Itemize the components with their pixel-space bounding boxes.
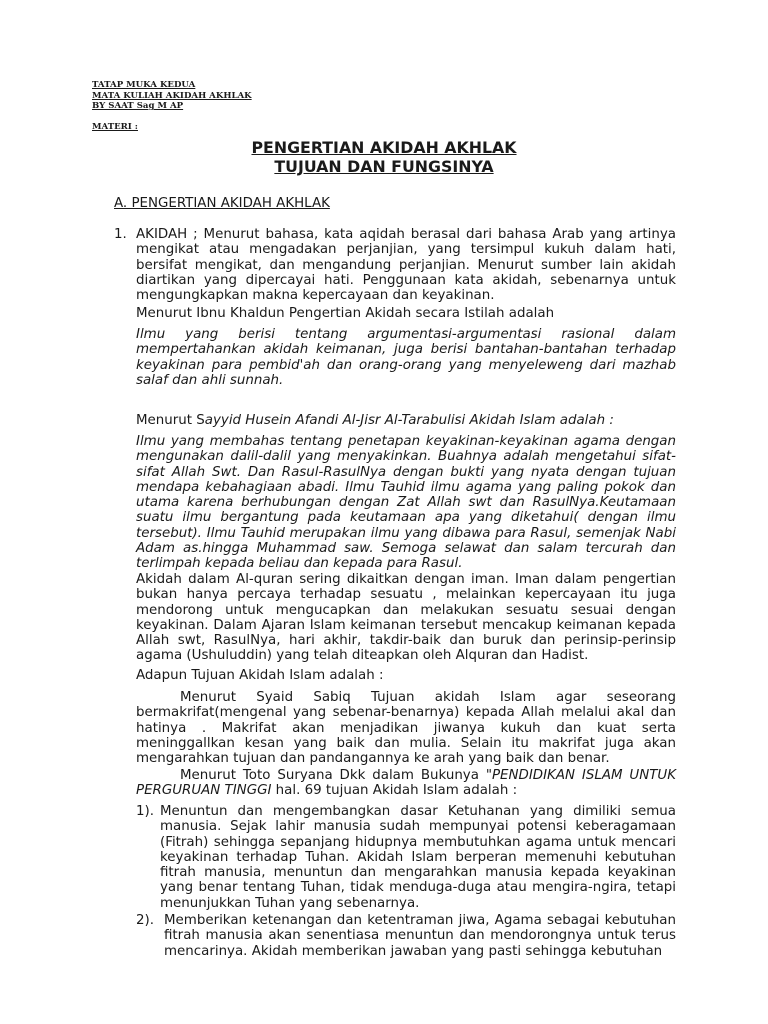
materi-label: MATERI : — [92, 122, 138, 132]
toto-before: Menurut Toto Suryana Dkk dalam Bukunya — [180, 768, 486, 783]
item-1-number: 1. — [114, 227, 127, 242]
khaldun-quote: Ilmu yang berisi tentang argumentasi-argumentasi rasional dalam mempertahankan akidah keimanan, juga berisi bantahan-bantahan terhadap keyakinan para pembid'ah dan orang-orang yang menyeleweng dari mazhab salaf dan ahli sunnah. — [136, 327, 676, 388]
item-1-paragraph: AKIDAH ; Menurut bahasa, kata aqidah berasal dari bahasa Arab yang artinya mengikat atau mengadakan perjanjian, yang tersimpul kukuh dalam hati, bersifat mengikat, dan mengandung perjanjian. Menurut sumber lain akidah diartikan yang dipercayai hati. Penggunaan kata akidah, sebenarnya untuk mengungkapkan makna kepercayaan dan keyakinan. — [136, 227, 676, 304]
section-heading-a: A. PENGERTIAN AKIDAH AKHLAK — [114, 196, 330, 211]
title-line-1: PENGERTIAN AKIDAH AKHLAK — [251, 138, 517, 157]
page-title — [0, 138, 768, 176]
sabiq-paragraph: Menurut Syaid Sabiq Tujuan akidah Islam agar seseorang bermakrifat(mengenal yang sebenar-benarnya) kepada Allah melalui akal dan hatinya . Makrifat akan menjadikan jiwanya kukuh dan kuat serta meninggallkan kesan yang baik dan mulia. Selain itu makrifat juga akan mengarahkan tujuan dan pandangannya ke arah yang baik dan benar. — [136, 690, 676, 767]
header-block — [92, 80, 252, 112]
iman-paragraph: Akidah dalam Al-quran sering dikaitkan dengan iman. Iman dalam pengertian bukan hanya percaya terhadap sesuatu , melainkan kepercayaan itu juga mendorong untuk mengucapkan dan melakukan sesuatu sesuai dengan keyakinan. Dalam Ajaran Islam keimanan tersebut mencakup keimanan kepada Allah swt, RasulNya, hari akhir, takdir-baik dan buruk dan perinsip-perinsip agama (Ushuluddin) yang telah diteapkan oleh Alquran dan Hadist. — [136, 572, 676, 664]
point-1-text: Menuntun dan mengembangkan dasar Ketuhanan yang dimiliki semua manusia. Sejak lahir manusia sudah mempunyai potensi keberagamaan (Fitrah) sehingga sepanjang hidupnya membutuhkan agama untuk mencari keyakinan terhadap Tuhan. Akidah Islam berperan memenuhi kebutuhan fitrah manusia, menuntun dan mengarahkan manusia kepada keyakinan yang benar tentang Tuhan, tidak menduga-duga atau mengira-ngira, tetapi menunjukkan Tuhan yang sebenarnya. — [160, 804, 676, 911]
point-2-number: 2). — [136, 913, 155, 928]
sayyid-intro-italic: ayyid Husein Afandi Al-Jisr Al-Tarabulisi Akidah Islam adalah : — [204, 413, 614, 428]
title-line-2: TUJUAN DAN FUNGSINYA — [274, 157, 494, 176]
point-1-number: 1). — [136, 804, 155, 819]
header-line-2: MATA KULIAH AKIDAH AKHLAK — [92, 90, 252, 101]
toto-after: hal. 69 tujuan Akidah Islam adalah : — [271, 783, 518, 799]
header-line-3: BY SAAT Sag M AP — [92, 101, 184, 112]
khaldun-intro: Menurut Ibnu Khaldun Pengertian Akidah secara Istilah adalah — [136, 306, 555, 321]
point-2-text: Memberikan ketenangan dan ketentraman jiwa, Agama sebagai kebutuhan fitrah manusia akan senentiasa menuntun dan mendorongnya untuk terus mencarinya. Akidah memberikan jawaban yang pasti sehingga kebutuhan — [164, 913, 676, 959]
header-line-1: TATAP MUKA KEDUA — [92, 80, 196, 90]
sayyid-intro — [136, 413, 676, 428]
toto-book-title: "PENDIDIKAN ISLAM UNTUK PERGURUAN TINGGI — [136, 768, 677, 799]
sayyid-intro-plain: Menurut S — [136, 413, 205, 428]
sayyid-quote: Ilmu yang membahas tentang penetapan keyakinan-keyakinan agama dengan mengunakan dalil-dalil yang menyakinkan. Buahnya adalah mengetahui sifat-sifat Allah Swt. Dan Rasul-RasulNya dengan bukti yang nyata dengan tujuan mendapa kebahagiaan abadi. Ilmu Tauhid ilmu agama yang paling pokok dan utama karena berhubungan dengan Zat Allah swt dan RasulNya.Keutamaan suatu ilmu bergantung pada keutamaan apa yang diketahui( dengan ilmu tersebut). Ilmu Tauhid merupakan ilmu yang dibawa para Rasul, semenjak Nabi Adam as.hingga Muhammad saw. Semoga selawat dan salam tercurah dan terlimpah kepada beliau dan kepada para Rasul. — [136, 434, 676, 572]
tujuan-intro: Adapun Tujuan Akidah Islam adalah : — [136, 668, 384, 683]
toto-paragraph — [136, 768, 676, 799]
